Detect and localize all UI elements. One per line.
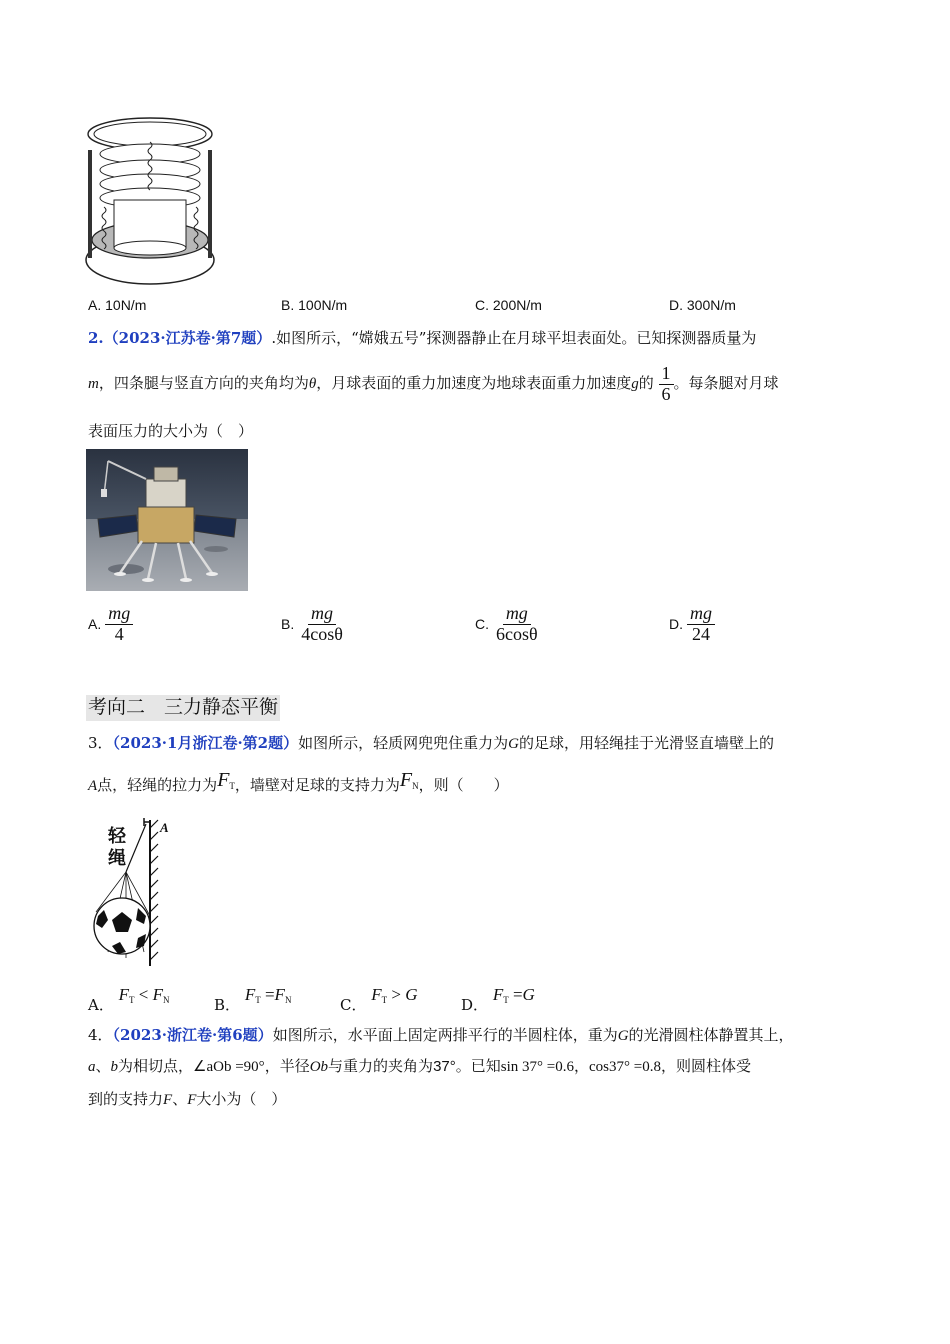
q2-text3: ，月球表面的重力加速度为地球表面重力加速度 (316, 374, 632, 392)
q3-fn: $F_N$ (399, 769, 419, 791)
q1-option-a[interactable]: A. 10N/m (88, 297, 147, 313)
figure-a-label: A (160, 820, 169, 835)
q3-option-c[interactable]: C． $F_T > G$ (340, 985, 418, 1014)
q2-text5: 。每条腿对月球 (673, 374, 779, 392)
lander-photo (86, 449, 248, 591)
q4-line-1: 4．（2023·浙江卷·第6题）如图所示，水平面上固定两排平行的半圆柱体，重为G的光滑圆柱体静置其上， (88, 1026, 794, 1044)
q3-source: （2023·1月浙江卷·第2题） (112, 734, 299, 752)
q2-fraction: $\frac{1}{6}$ (659, 364, 674, 405)
spring-apparatus-figure (84, 112, 218, 288)
q2-source: （2023·江苏卷·第7题） (103, 329, 272, 347)
q3-option-a[interactable]: A． $F_T < F_N$ (88, 985, 170, 1014)
q2-var-g: g (631, 376, 639, 392)
q3-line-2: A点，轻绳的拉力为$F_T$，墙壁对足球的支持力为$F_N$，则（ ） (88, 769, 509, 794)
section-heading: 考向二 三力静态平衡 (86, 695, 280, 721)
q2-option-b[interactable]: B. $\frac{mg}{4\cos\theta}$ (281, 603, 343, 644)
q2-text1: .如图所示，“嫦娥五号”探测器静止在月球平坦表面处。已知探测器质量为 (271, 329, 757, 347)
q3-number: 3． (88, 734, 113, 752)
q2-line-2 (88, 358, 779, 409)
q2-var-m: m (88, 376, 99, 392)
q4-line-3: 到的支持力F、F大小为（ ） (88, 1090, 287, 1108)
q2-number: 2. (88, 329, 104, 347)
figure-rope-label: 轻绳 (108, 826, 126, 869)
q2-text2: ，四条腿与竖直方向的夹角均为 (98, 374, 309, 392)
q2-var-theta: θ (308, 376, 317, 392)
q1-option-c[interactable]: C. 200N/m (475, 297, 542, 313)
q2-line-3: 表面压力的大小为（ ） (88, 422, 254, 440)
q2-text4: 的 (638, 374, 654, 392)
q4-line-2: a、b为相切点，∠aOb =90°，半径Ob与重力的夹角为37°。已知sin 37° =0.6，cos37° =0.8，则圆柱体受 (88, 1057, 751, 1075)
q3-line-1: 3．（2023·1月浙江卷·第2题）如图所示，轻质网兜兜住重力为G的足球，用轻绳挂于光滑竖直墙壁上的 (88, 734, 774, 752)
q3-ft: $F_T$ (217, 769, 235, 791)
q4-number: 4． (88, 1026, 113, 1044)
q4-source: （2023·浙江卷·第6题） (112, 1026, 273, 1044)
q1-option-b[interactable]: B. 100N/m (281, 297, 348, 313)
q2-option-d[interactable]: D. $\frac{mg}{24}$ (669, 604, 715, 645)
q1-option-d[interactable]: D. 300N/m (669, 297, 736, 313)
q3-option-d[interactable]: D． $F_T =G$ (461, 985, 535, 1014)
q2-option-a[interactable]: A. $\frac{mg}{4}$ (88, 604, 133, 645)
q3-option-b[interactable]: B． $F_T =F_N$ (214, 985, 292, 1014)
q2-line-1 (88, 328, 756, 348)
q2-option-c[interactable]: C. $\frac{mg}{6\cos\theta}$ (475, 603, 538, 644)
